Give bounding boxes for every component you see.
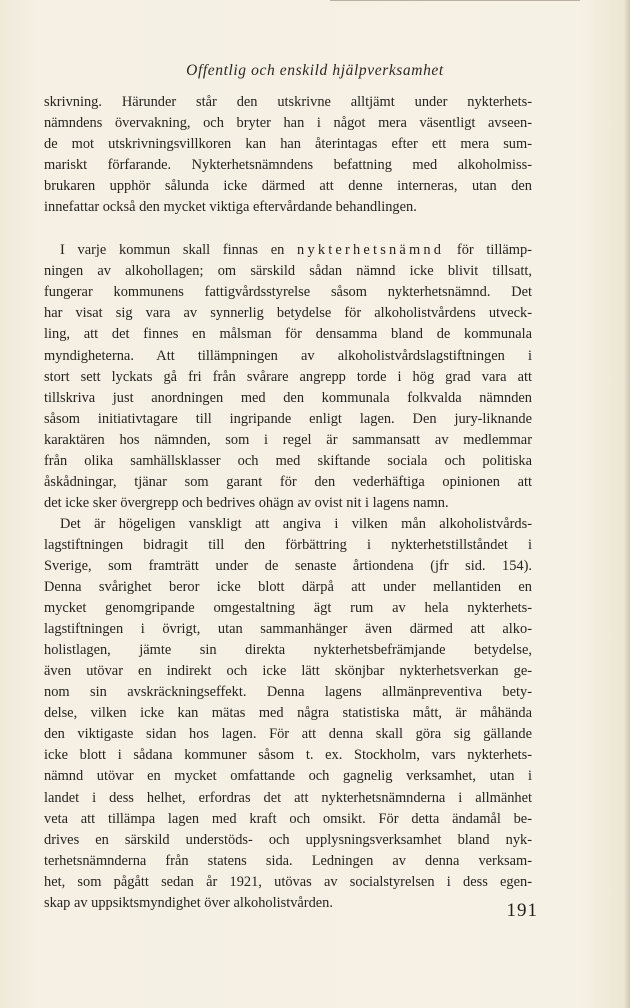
text-line: holistlagen, jämte sin direkta nykterhetsbefrämjande betydelse, (44, 642, 532, 659)
text-line: åskådningar, tjänar som garant för den vederhäftiga opinionen att (44, 473, 532, 490)
text-line: har visat sig vara av synnerlig betydelse för alkoholistvårdens utveck- (44, 305, 532, 322)
text-line: karaktären hos nämnden, som i regel är sammansatt av medlemmar (44, 431, 532, 448)
top-edge-rule (330, 0, 580, 1)
text-line: ningen av alkohollagen; om särskild sådan nämnd icke blivit tillsatt, (44, 263, 532, 280)
text-line: terhetsnämnderna från statens sida. Ledningen av denna verksam- (44, 852, 532, 869)
running-head: Offentlig och enskild hjälpverksamhet (186, 62, 444, 79)
text-line: mariskt förfarande. Nykterhetsnämndens befattning med alkoholmiss- (44, 157, 532, 174)
text-line: Sverige, som framträtt under de senaste årtiondena (jfr sid. 154). (44, 557, 532, 574)
text-line: den viktigaste sidan hos lagen. För att denna skall göra sig gällande (44, 726, 532, 743)
text-line: lagstiftningen bidragit till den förbättring i nykterhetstillståndet i (44, 536, 532, 553)
text-line (44, 240, 532, 261)
text-line: nämnd utövar en mycket omfattande och gagnelig verksamhet, utan i (44, 768, 532, 785)
text-line: tillskriva just anordningen med den kommunala folkvalda nämnden (44, 389, 532, 406)
body-text (44, 92, 532, 914)
page-edge-shadow (624, 0, 630, 1008)
text-line: de mot utskrivningsvillkoren kan han återintagas efter ett mera sum- (44, 136, 532, 153)
text-line: nom sin avskräckningseffekt. Denna lagens allmänpreventiva bety- (44, 684, 532, 701)
text-line: lagstiftningen i övrigt, utan sammanhänger även därmed att alko- (44, 621, 532, 638)
text-line: såsom initiativtagare till ingripande enligt lagen. Den jury-liknande (44, 410, 532, 427)
text-line: veta att tillämpa lagen med kraft och omsikt. För detta ändamål be- (44, 810, 532, 827)
text-fragment: I varje kommun skall finnas en (60, 242, 285, 259)
text-line: ling, att det finnes en målsman för densamma bland de kommunala (44, 326, 532, 343)
text-fragment: för tillämp- (456, 242, 532, 259)
text-line: stort sett lyckats gå fri från svårare angrepp torde i hög grad vara att (44, 368, 532, 385)
text-line: het, som pågått sedan år 1921, utövas av socialstyrelsen i dess egen- (44, 873, 532, 890)
text-line: nämndens övervakning, och bryter han i något mera väsentligt avseen- (44, 115, 532, 132)
text-line: delse, vilken icke kan mätas med några statistiska mått, är måhända (44, 705, 532, 722)
text-line: Det är högeligen vanskligt att angiva i vilken mån alkoholistvårds- (60, 515, 532, 532)
text-line: Denna svårighet beror icke blott därpå att under mellantiden en (44, 579, 532, 596)
text-line: innefattar också den mycket viktiga eftervårdande behandlingen. (44, 199, 417, 216)
text-line: brukaren upphör sålunda icke därmed att denne interneras, utan den (44, 178, 532, 195)
text-line: myndigheterna. Att tillämpningen av alkoholistvårdslagstiftningen i (44, 347, 532, 364)
page-number: 191 (506, 900, 538, 921)
text-line: även utövar en indirekt och icke lätt skönjbar nykterhetsverkan ge- (44, 663, 532, 680)
spaced-term: nykterhetsnämnd (297, 242, 445, 259)
text-line: skap av uppsiktsmyndighet över alkoholistvården. (44, 894, 333, 911)
text-line: landet i dess helhet, erfordras det att nykterhetsnämnderna i allmänhet (44, 789, 532, 806)
text-line: icke blott i sådana kommuner såsom t. ex. Stockholm, vars nykterhets- (44, 747, 532, 764)
text-line: det icke sker övergrepp och bedrives ohägn av ovist nit i lagens namn. (44, 494, 449, 511)
text-line: fungerar kommunens fattigvårdsstyrelse såsom nykterhetsnämnd. Det (44, 284, 532, 301)
paragraph-gap (44, 218, 532, 240)
text-line: skrivning. Härunder står den utskrivne alltjämt under nykterhets- (44, 94, 532, 110)
text-line: från olika samhällsklasser och med skiftande sociala och politiska (44, 452, 532, 469)
text-line: drives en särskild understöds- och upplysningsverksamhet bland nyk- (44, 831, 532, 848)
text-line: mycket genomgripande omgestaltning ägt rum av hela nykterhets- (44, 600, 532, 617)
